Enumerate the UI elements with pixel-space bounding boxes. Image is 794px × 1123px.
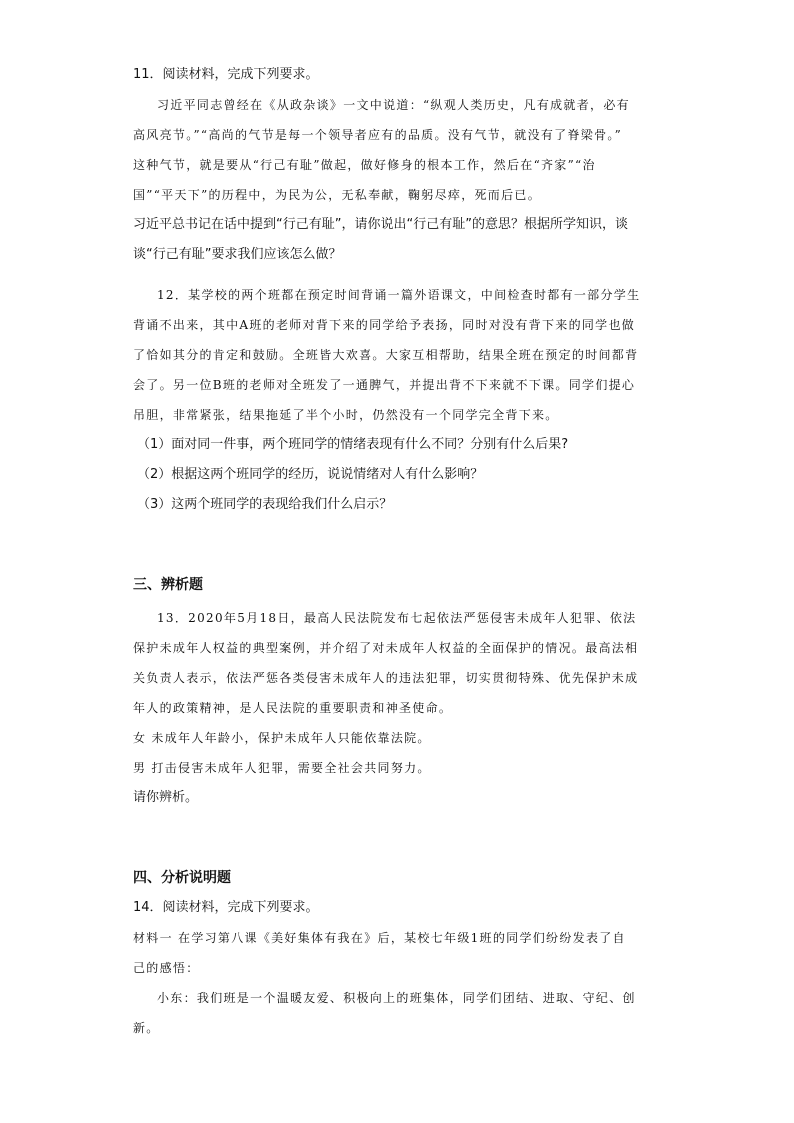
question-13-female-statement: 女 未成年人年龄小，保护未成年人只能依靠法院。: [133, 731, 431, 745]
question-12-material-line: 12．某学校的两个班都在预定时间背诵一篇外语课文，中间检查时都有一部分学生: [157, 288, 641, 302]
question-11-question-line: 谈“行己有耻”要求我们应该怎么做？: [133, 247, 342, 262]
question-13-material-line: 13．2020年5月18日，最高人民法院发布七起依法严惩侵害未成年人犯罪、依法: [157, 611, 637, 625]
question-12-material-line: 背诵不出来，其中A班的老师对背下来的同学给予表扬，同时对没有背下来的同学也做: [133, 318, 636, 332]
question-12-material-line: 吊胆，非常紧张，结果拖延了半个小时，仍然没有一个同学完全背下来。: [133, 408, 559, 422]
question-12-sub-question: （3）这两个班同学的表现给我们什么启示？: [137, 497, 393, 512]
question-13-male-statement: 男 打击侵害未成年人犯罪，需要全社会共同努力。: [133, 761, 431, 775]
question-11: [133, 60, 673, 270]
question-11-question-line: 习近平总书记在话中提到“行己有耻”，请你说出“行己有耻”的意思？根据所学知识，谈: [133, 217, 628, 232]
question-13-prompt: 请你辨析。: [133, 790, 199, 805]
section-4: [133, 863, 673, 893]
question-12-material-line: 会了。另一位B班的老师对全班发了一通脾气，并提出背不下来就不下课。同学们提心: [133, 378, 636, 392]
question-14-material-line: 己的感悟：: [133, 961, 200, 975]
question-12-material-line: 了恰如其分的肯定和鼓励。全班皆大欢喜。大家互相帮助，结果全班在预定的时间都背: [133, 348, 639, 362]
question-12: [133, 280, 673, 520]
question-14-title: 14．阅读材料，完成下列要求。: [133, 900, 319, 915]
question-11-material-line: 习近平同志曾经在《从政杂谈》一文中说道：“纵观人类历史，凡有成就者，必有: [157, 98, 630, 112]
question-12-sub-question: （1）面对同一件事，两个班同学的情绪表现有什么不同？分别有什么后果?: [137, 437, 569, 452]
question-11-title: 11．阅读材料，完成下列要求。: [133, 67, 319, 82]
question-14-xiaodong-line: 新。: [133, 1021, 160, 1035]
question-14: [133, 893, 673, 1043]
question-13-material-line: 年人的政策精神，是人民法院的重要职责和神圣使命。: [133, 701, 453, 715]
question-13-material-line: 保护未成年人权益的典型案例，并介绍了对未成年人权益的全面保护的情况。最高法相: [133, 641, 639, 655]
question-14-material-line: 材料一 在学习第八课《美好集体有我在》后，某校七年级1班的同学们纷纷发表了自: [133, 931, 626, 945]
question-13-material-line: 关负责人表示，依法严惩各类侵害未成年人的违法犯罪，切实贯彻特殊、优先保护未成: [133, 671, 639, 685]
question-11-material-line: 高风亮节。”“高尚的气节是每一个领导者应有的品质。没有气节，就没有了脊梁骨。”: [133, 128, 623, 142]
question-12-sub-question: （2）根据这两个班同学的经历，说说情绪对人有什么影响？: [137, 467, 484, 482]
section-4-heading: 四、分析说明题: [133, 870, 231, 886]
question-11-material-line: 国”“平天下”的历程中，为民为公，无私奉献，鞠躬尽瘁，死而后已。: [133, 188, 542, 202]
section-3: [133, 570, 673, 600]
question-14-xiaodong-line: 小东：我们班是一个温暖友爱、积极向上的班集体，同学们团结、进取、守纪、创: [157, 991, 636, 1005]
question-11-material-line: 这种气节，就是要从“行己有耻”做起，做好修身的根本工作，然后在“齐家”“治: [133, 158, 596, 172]
section-3-heading: 三、辨析题: [133, 577, 203, 593]
question-13: [133, 603, 673, 813]
